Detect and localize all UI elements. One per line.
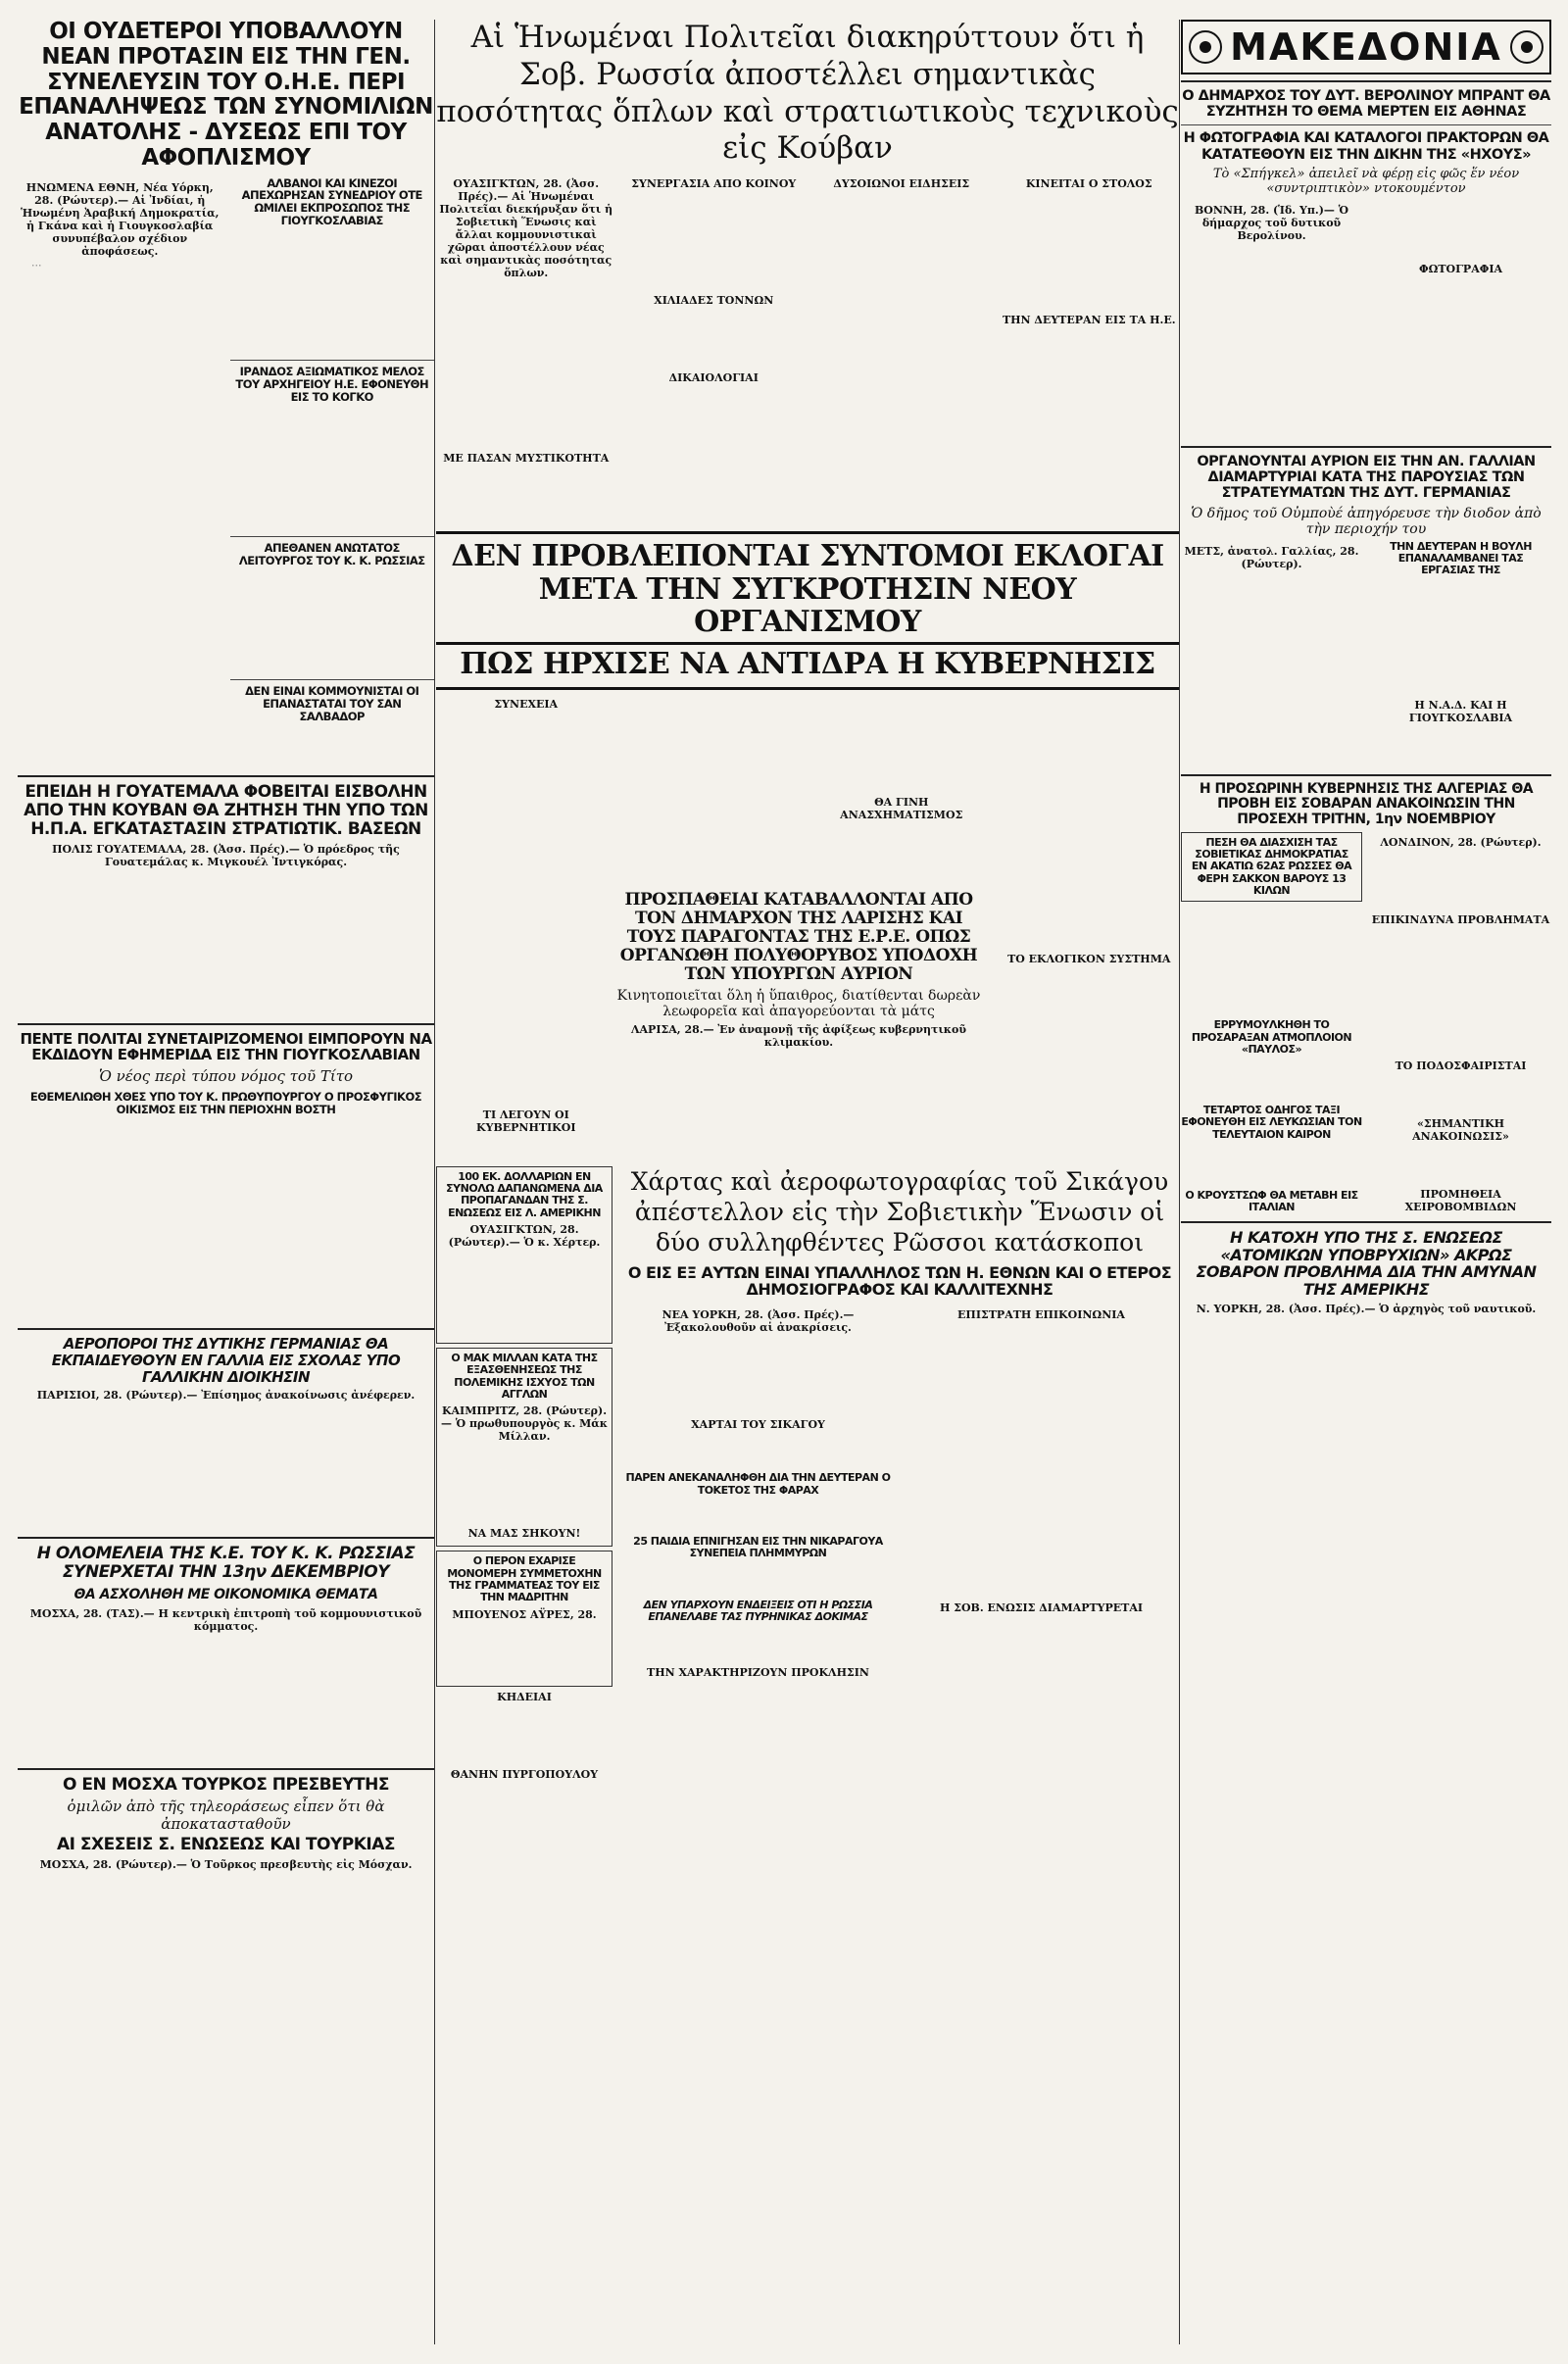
sun-logo-icon: [1510, 30, 1544, 64]
dateline: ΗΝΩΜΕΝΑ ΕΘΝΗ, Νέα Υόρκη, 28. (Ρώυτερ).— Αἱ Ἰνδίαι, ἡ Ἡνωμένη Ἀραβική Δημοκρατία, ἡ Γκάνα καὶ ἡ Γιουγκοσλαβία συνυπέβαλον σχέδιον ἀποφάσεως.: [21, 180, 220, 258]
headline-no-elections: ΔΕΝ ΠΡΟΒΛΕΠΟΝΤΑΙ ΣΥΝΤΟΜΟΙ ΕΚΛΟΓΑΙ: [451, 539, 1164, 574]
masthead: [1181, 20, 1551, 74]
article-body: [1370, 577, 1551, 695]
article-body: [811, 192, 992, 388]
kicker: ΤΙ ΛΕΓΟΥΝ ΟΙ ΚΥΒΕΡΝΗΤΙΚΟΙ: [476, 1108, 576, 1134]
headline-cuba-weapons: Αἱ Ἡνωμέναι Πολιτεῖαι διακηρύττουν ὅτι ἡ Σοβ. Ρωσσία ἀποστέλλει σημαντικὰς ποσότητας ὅπλων καὶ στρατιωτικοὺς τεχνικοὺς εἰς Κούβαν: [436, 20, 1179, 167]
dateline: ΚΑΙΜΠΡΙΤΖ, 28. (Ρώυτερ).— Ὁ πρωθυπουργὸς κ. Μάκ Μίλλαν.: [441, 1404, 609, 1444]
dateline: ΝΕΑ ΥΟΡΚΗ, 28. (Ἀσσ. Πρές).— Ἐξακολουθοῦν αἱ ἀνακρίσεις.: [662, 1308, 855, 1335]
kicker: ΚΙΝΕΙΤΑΙ Ο ΣΤΟΛΟΣ: [1025, 177, 1152, 191]
article-body: [1181, 902, 1362, 1019]
article-body: [1370, 851, 1551, 910]
headline-yugoslav-press: ΠΕΝΤΕ ΠΟΛΙΤΑΙ ΣΥΝΕΤΑΙΡΙΖΟΜΕΝΟΙ ΕΙΜΠΟΡΟΥΝ ΝΑ ΕΚΔΙΔΟΥΝ ΕΦΗΜΕΡΙΔΑ ΕΙΣ ΤΗΝ ΓΙΟΥΓΚΟΣΛΑΒΙΑΝ: [20, 1029, 432, 1064]
kicker: ΘΑΝΗΝ ΠΥΡΓΟΠΟΥΛΟΥ: [450, 1767, 599, 1781]
article-body: [1181, 572, 1362, 768]
article-body: [230, 404, 435, 531]
article-body: [1181, 1317, 1551, 1464]
article-body: [620, 1336, 896, 1414]
dateline: ΟΥΑΣΙΓΚΤΩΝ, 28. (Ἀσσ. Πρές).— Αἱ Ἡνωμέναι Πολιτεῖαι διεκήρυξαν ὅτι ἡ Σοβιετικὴ Ἕνωσις καὶ ἄλλαι κομμουνιστικαὶ χῶραι ἀποστέλλουν νέας καὶ σημαντικὰς ποσότητας ὅπλων.: [439, 177, 613, 280]
article-body: [1000, 192, 1180, 310]
dateline: ΜΠΟΥΕΝΟΣ ΑΫΡΕΣ, 28.: [452, 1607, 597, 1621]
kicker: ΕΠΙΣΤΡΑΤΗ ΕΠΙΚΟΙΝΩΝΙΑ: [957, 1308, 1125, 1322]
article-body: [620, 1623, 896, 1662]
kicker: ΘΑ ΓΙΝΗ ΑΝΑΣΧΗΜΑΤΙΣΜΟΣ: [840, 795, 963, 821]
subheadline-spies: Ο ΕΙΣ ΕΞ ΑΥΤΩΝ ΕΙΝΑΙ ΥΠΑΛΛΗΛΟΣ ΤΩΝ Η. ΕΘΝΩΝ ΚΑΙ Ο ΕΤΕΡΟΣ ΔΗΜΟΣΙΟΓΡΑΦΟΣ ΚΑΙ ΚΑΛΛΙΤΕΧΝΗΣ: [627, 1262, 1172, 1300]
article-body: [1181, 1141, 1362, 1190]
subheadline-larisa: Κινητοποιεῖται ὅλη ἡ ὕπαιθρος, διατίθενται δωρεὰν λεωφορεῖα καὶ ἀπαγορεύονται τὰ μάτς: [616, 987, 981, 1019]
article-body: [620, 1560, 896, 1600]
kicker: ΣΥΝΕΡΓΑΣΙΑ ΑΠΟ ΚΟΙΝΟΥ: [631, 177, 797, 191]
kicker: ΣΥΝΕΧΕΙΑ: [494, 697, 559, 711]
article-body: [441, 1623, 608, 1682]
masthead-title: ΜΑΚΕΔΟΝΙΑ: [1230, 25, 1502, 69]
article-body: [624, 192, 805, 290]
article-body: [1370, 1145, 1551, 1184]
column-rule: [434, 20, 435, 2344]
article-body: [436, 281, 616, 448]
headline-official-died: ΑΠΕΘΑΝΕΝ ΑΝΩΤΑΤΟΣ ΛΕΙΤΟΥΡΓΟΣ ΤΟΥ Κ. Κ. ΡΩΣΣΙΑΣ: [238, 540, 425, 567]
dateline: ΒΟΝΝΗ, 28. (Ἱδ. Υπ.)— Ὁ δήμαρχος τοῦ δυτικοῦ Βερολίνου.: [1194, 203, 1349, 242]
article-body: [1000, 694, 1180, 949]
headline-spies-chicago: Χάρτας καὶ ἀεροφωτογραφίας τοῦ Σικάγου ἀπέστελλον εἰς τὴν Σοβιετικὴν Ἕνωσιν οἱ δύο συλληφθέντες Ρῶσσοι κατάσκοποι: [630, 1166, 1169, 1257]
article-body: [18, 1635, 434, 1762]
article-body: [624, 694, 805, 841]
headline-albanians: ΑΛΒΑΝΟΙ ΚΑΙ ΚΙΝΕΖΟΙ ΑΠΕΧΩΡΗΣΑΝ ΣΥΝΕΔΡΙΟΥ ΟΤΕ ΩΜΙΛΕΙ ΕΚΠΡΟΣΩΠΟΣ ΤΗΣ ΓΙΟΥΓΚΟΣΛΑΒΙΑΣ: [241, 175, 422, 228]
dateline: ΟΥΑΣΙΓΚΤΩΝ, 28. (Ρώυτερ).— Ὁ κ. Χέρτερ.: [448, 1223, 601, 1250]
headline-irish-officer: ΙΡΑΝΔΟΣ ΑΞΙΩΜΑΤΙΚΟΣ ΜΕΛΟΣ ΤΟΥ ΑΡΧΗΓΕΙΟΥ Η.Ε. ΕΦΟΝΕΥΘΗ ΕΙΣ ΤΟ ΚΟΓΚΟ: [235, 365, 429, 404]
headline-larisa: ΠΡΟΣΠΑΘΕΙΑΙ ΚΑΤΑΒΑΛΛΟΝΤΑΙ ΑΠΟ ΤΟΝ ΔΗΜΑΡΧΟΝ ΤΗΣ ΛΑΡΙΣΗΣ ΚΑΙ ΤΟΥΣ ΠΑΡΑΓΟΝΤΑΣ ΤΗΣ Ε.Ρ.Ε. ΟΠΩΣ ΟΡΓΑΝΩΘΗ ΠΟΛΥΘΟΡΥΒΟΣ ΥΠΟΔΟΧΗ ΤΩΝ ΥΠΟΥΡΓΩΝ ΑΥΡΙΟΝ: [619, 889, 978, 984]
headline-nicaragua-floods: 25 ΠΑΙΔΙΑ ΕΠΝΙΓΗΣΑΝ ΕΙΣ ΤΗΝ ΝΙΚΑΡΑΓΟΥΑ ΣΥΝΕΠΕΙΑ ΠΛΗΜΜΥΡΩΝ: [633, 1534, 883, 1560]
kicker: Η ΣΟΒ. ΕΝΩΣΙΣ ΔΙΑΜΑΡΤΥΡΕΤΑΙ: [939, 1601, 1144, 1615]
kicker: Η Ν.Α.Δ. ΚΑΙ Η ΓΙΟΥΓΚΟΣΛΑΒΙΑ: [1408, 698, 1513, 724]
kicker: ΤΟ ΠΟΔΟΣΦΑΙΡΙΣΤΑΙ: [1395, 1059, 1527, 1072]
headline-refugee-settlement: ΕΘΕΜΕΛΙΩΘΗ ΧΘΕΣ ΥΠΟ ΤΟΥ Κ. ΠΡΩΘΥΠΟΥΡΓΟΥ Ο ΠΡΟΣΦΥΓΙΚΟΣ ΟΙΚΙΣΜΟΣ ΕΙΣ ΤΗΝ ΠΕΡΙΟΧΗΝ ΒΟΣΤΗ: [29, 1090, 422, 1117]
column-rule: [1179, 20, 1180, 2344]
dateline: ΜΟΣΧΑ, 28. (Ρώυτερ).— Ὁ Τοῦρκος πρεσβευτὴς εἰς Μόσχαν.: [39, 1858, 413, 1872]
article-body: [230, 566, 435, 674]
article-body: [1370, 928, 1551, 1056]
main-banner: [436, 531, 1179, 689]
article-body: [904, 1323, 1179, 1598]
subheadline-spiegel: Τὸ «Σπήγκελ» ἀπειλεῖ νὰ φέρῃ εἰς φῶς ἕν νέον «συντριπτικὸν» ντοκουμέντον: [1212, 166, 1520, 196]
dateline: ΠΑΡΙΣΙΟΙ, 28. (Ρώυτερ).— Ἐπίσημος ἀνακοίνωσις ἀνέφερεν.: [36, 1389, 416, 1403]
headline-echo-trial: Η ΦΩΤΟΓΡΑΦΙΑ ΚΑΙ ΚΑΤΑΛΟΓΟΙ ΠΡΑΚΤΟΡΩΝ ΘΑ ΚΑΤΑΤΕΘΟΥΝ ΕΙΣ ΤΗΝ ΔΙΚΗΝ ΤΗΣ «ΗΧΟΥΣ»: [1183, 130, 1549, 163]
article-body: [620, 1433, 896, 1472]
kicker: ΤΟ ΕΚΛΟΓΙΚΟΝ ΣΥΣΤΗΜΑ: [1007, 952, 1171, 965]
article-body: [436, 1705, 612, 1764]
article-body: [18, 1404, 434, 1531]
headline-macmillan: Ο ΜΑΚ ΜΙΛΛΑΝ ΚΑΤΑ ΤΗΣ ΕΞΑΣΘΕΝΗΣΕΩΣ ΤΗΣ ΠΟΛΕΜΙΚΗΣ ΙΣΧΥΟΣ ΤΩΝ ΑΓΓΛΩΝ: [451, 1352, 598, 1401]
headline-algeria: Η ΠΡΟΣΩΡΙΝΗ ΚΥΒΕΡΝΗΣΙΣ ΤΗΣ ΑΛΓΕΡΙΑΣ ΘΑ ΠΡΟΒΗ ΕΙΣ ΣΟΒΑΡΑΝ ΑΝΑΚΟΙΝΩΣΙΝ ΤΗΝ ΠΡΟΣΕΧΗ ΤΡΙΤΗΝ, 1ην ΝΟΕΜΒΡΙΟΥ: [1199, 780, 1534, 827]
kicker: ΤΗΝ ΔΕΥΤΕΡΑΝ ΕΙΣ ΤΑ Η.Ε.: [1002, 314, 1176, 327]
headline-brandt: Ο ΔΗΜΑΡΧΟΣ ΤΟΥ ΔΥΤ. ΒΕΡΟΛΙΝΟΥ ΜΠΡΑΝΤ ΘΑ ΣΥΖΗΤΗΣΗ ΤΟ ΘΕΜΑ ΜΕΡΤΕΝ ΕΙΣ ΑΘΗΝΑΣ: [1182, 88, 1550, 121]
article-body: [1181, 1056, 1362, 1105]
headline-east-france-protests: ΟΡΓΑΝΟΥΝΤΑΙ ΑΥΡΙΟΝ ΕΙΣ ΤΗΝ ΑΝ. ΓΑΛΛΙΑΝ ΔΙΑΜΑΡΤΥΡΙΑΙ ΚΑΤΑ ΤΗΣ ΠΑΡΟΥΣΙΑΣ ΤΩΝ ΣΤΡΑΤΕΥΜΑΤΩΝ ΤΗΣ ΔΥΤ. ΓΕΡΜΑΝΙΑΣ: [1197, 453, 1536, 502]
headline-nuclear-tests: ΔΕΝ ΥΠΑΡΧΟΥΝ ΕΝΔΕΙΞΕΙΣ ΟΤΙ Η ΡΩΣΣΙΑ ΕΠΑΝΕΛΑΒΕ ΤΑΣ ΠΥΡΗΝΙΚΑΣ ΔΟΚΙΜΑΣ: [643, 1598, 873, 1623]
article-body: [1370, 200, 1551, 259]
kicker: ΧΑΡΤΑΙ ΤΟΥ ΣΙΚΑΓΟΥ: [691, 1418, 825, 1432]
article-body: [18, 1873, 434, 1991]
center-column: [436, 20, 1179, 2344]
kicker: ΝΑ ΜΑΣ ΣΗΚΟΥΝ!: [467, 1527, 581, 1541]
right-column: [1181, 20, 1551, 2344]
article-body: [230, 227, 435, 355]
article-body: [436, 713, 616, 1105]
kicker: ΜΕ ΠΑΣΑΝ ΜΥΣΤΙΚΟΤΗΤΑ: [443, 452, 610, 466]
left-column: [18, 20, 434, 2344]
headline-peron: Ο ΠΕΡΟΝ ΕΧΑΡΙΣΕ ΜΟΝΟΜΕΡΗ ΣΥΜΜΕΤΟΧΗΝ ΤΗΣ ΓΡΑΜΜΑΤΕΑΣ ΤΟΥ ΕΙΣ ΤΗΝ ΜΑΔΡΙΤΗΝ: [447, 1554, 602, 1604]
article-body: [1181, 244, 1362, 440]
article-body: [1370, 1074, 1551, 1113]
subheadline-television: ὁμιλῶν ἀπὸ τῆς τηλεοράσεως εἶπεν ὅτι θὰ ἀποκατασταθοῦν: [67, 1798, 385, 1834]
article-body: [18, 870, 434, 1017]
subheadline-tito-law: Ὁ νέος περὶ τύπου νόμος τοῦ Τίτο: [98, 1067, 354, 1086]
article-body: [441, 1445, 608, 1523]
headline-atomic-submarines: Η ΚΑΤΟΧΗ ΥΠΟ ΤΗΣ Σ. ΕΝΩΣΕΩΣ «ΑΤΟΜΙΚΩΝ ΥΠΟΒΡΥΧΙΩΝ» ΑΚΡΩΣ ΣΟΒΑΡΟΝ ΠΡΟΒΛΗΜΑ ΔΙΑ ΤΗΝ ΑΜΥΝΑΝ ΤΗΣ ΑΜΕΡΙΚΗΣ: [1196, 1227, 1537, 1300]
kicker: ΤΗΝ ΧΑΡΑΚΤΗΡΙΖΟΥΝ ΠΡΟΚΛΗΣΙΝ: [647, 1666, 869, 1680]
kicker: ΦΩΤΟΓΡΑΦΙΑ: [1418, 262, 1503, 275]
headline-turkish-ambassador: Ο ΕΝ ΜΟΣΧΑ ΤΟΥΡΚΟΣ ΠΡΕΣΒΕΥΤΗΣ: [63, 1775, 389, 1796]
headline-west-german-pilots: ΑΕΡΟΠΟΡΟΙ ΤΗΣ ΔΥΤΙΚΗΣ ΓΕΡΜΑΝΙΑΣ ΘΑ ΕΚΠΑΙΔΕΥΘΟΥΝ ΕΝ ΓΑΛΛΙΑ ΕΙΣ ΣΧΟΛΑΣ ΥΠΟ ΓΑΛΛΙΚΗΝ ΔΙΟΙΚΗΣΙΝ: [51, 1334, 401, 1386]
dateline: ΜΕΤΣ, ἀνατολ. Γαλλίας, 28. (Ρώυτερ).: [1184, 544, 1359, 570]
headline-cpsu-plenum: Η ΟΛΟΜΕΛΕΙΑ ΤΗΣ Κ.Ε. ΤΟΥ Κ. Κ. ΡΩΣΣΙΑΣ ΣΥΝΕΡΧΕΤΑΙ ΤΗΝ 13ην ΔΕΚΕΜΒΡΙΟΥ: [36, 1544, 416, 1583]
kicker: ΚΗΔΕΙΑΙ: [497, 1690, 552, 1703]
headline-propaganda-dollars: 100 ΕΚ. ΔΟΛΛΑΡΙΩΝ ΕΝ ΣΥΝΟΛΩ ΔΑΠΑΝΩΜΕΝΑ ΔΙΑ ΠΡΟΠΑΓΑΝΔΑΝ ΤΗΣ Σ. ΕΝΩΣΕΩΣ ΕΙΣ Λ. ΑΜΕΡΙΚΗΝ: [446, 1169, 603, 1219]
headline-government-reacts: ΠΩΣ ΗΡΧΙΣΕ ΝΑ ΑΝΤΙΔΡΑ Η ΚΥΒΕΡΝΗΣΙΣ: [460, 647, 1155, 682]
headline-soviet-republics: ΠΕΣΗ ΘΑ ΔΙΑΣΧΙΣΗ ΤΑΣ ΣΟΒΙΕΤΙΚΑΣ ΔΗΜΟΚΡΑΤΙΑΣ ΕΝ ΑΚΑΤΙΩ 62ΑΣ ΡΩΣΣΕΣ ΘΑ ΦΕΡΗ ΣΑΚΚΟΝ ΒΑΡΟΥΣ 13 ΚΙΛΩΝ: [1191, 835, 1352, 897]
article-body: ⋯: [31, 259, 42, 271]
headline-farah: ΠΑΡΕΝ ΑΝΕΚΑΝΑΛΗΦΘΗ ΔΙΑ ΤΗΝ ΔΕΥΤΕΡΑΝ Ο ΤΟΚΕΤΟΣ ΤΗΣ ΦΑΡΑΧ: [625, 1471, 891, 1497]
dateline: Ν. ΥΟΡΚΗ, 28. (Ἀσσ. Πρές).— Ὁ ἀρχηγὸς τοῦ ναυτικοῦ.: [1196, 1303, 1537, 1316]
kicker: ΕΠΙΚΙΝΔΥΝΑ ΠΡΟΒΛΗΜΑΤΑ: [1371, 912, 1550, 926]
headline-san-salvador: ΔΕΝ ΕΙΝΑΙ ΚΟΜΜΟΥΝΙΣΤΑΙ ΟΙ ΕΠΑΝΑΣΤΑΤΑΙ ΤΟΥ ΣΑΝ ΣΑΛΒΑΔΟΡ: [245, 684, 419, 724]
kicker: ΔΥΣΟΙΩΝΟΙ ΕΙΔΗΣΕΙΣ: [833, 177, 970, 191]
article-body: [436, 467, 616, 525]
dateline: ΠΟΛΙΣ ΓΟΥΑΤΕΜΑΛΑ, 28. (Ἀσσ. Πρές).— Ὁ πρόεδρος τῆς Γουατεμάλας κ. Μιγκουέλ Ἰντιγκόρας.: [52, 842, 400, 868]
article-body: [624, 309, 805, 368]
kicker: ΠΡΟΜΗΘΕΙΑ ΧΕΙΡΟΒΟΜΒΙΔΩΝ: [1404, 1187, 1517, 1213]
sun-logo-icon: [1189, 30, 1222, 64]
subheadline-houmbouet: Ὁ δῆμος τοῦ Οὐμποὺέ ἀπηγόρευσε τὴν διοδον ἀπὸ τὴν περιοχήν του: [1191, 505, 1542, 537]
headline-soviet-turkish-relations: ΑΙ ΣΧΕΣΕΙΣ Σ. ΕΝΩΣΕΩΣ ΚΑΙ ΤΟΥΡΚΙΑΣ: [57, 1835, 395, 1855]
headline-new-organization: ΜΕΤΑ ΤΗΝ ΣΥΓΚΡΟΤΗΣΙΝ ΝΕΟΥ ΟΡΓΑΝΙΣΜΟΥ: [538, 571, 1077, 640]
dateline: ΛΟΝΔΙΝΟΝ, 28. (Ρώυτερ).: [1380, 835, 1542, 849]
headline-taxi-driver: ΤΕΤΑΡΤΟΣ ΟΔΗΓΟΣ ΤΑΞΙ ΕΦΟΝΕΥΘΗ ΕΙΣ ΛΕΥΚΩΣΙΑΝ ΤΟΝ ΤΕΛΕΥΤΑΙΟΝ ΚΑΙΡΟΝ: [1181, 1104, 1362, 1141]
dateline: ΛΑΡΙΣΑ, 28.— Ἐν ἀναμονῇ τῆς ἀφίξεως κυβερνητικοῦ κλιμακίου.: [630, 1022, 966, 1049]
headline-neutral-proposal: ΟΙ ΟΥΔΕΤΕΡΟΙ ΥΠΟΒΑΛΛΟΥΝ ΝΕΑΝ ΠΡΟΤΑΣΙΝ ΕΙΣ ΤΗΝ ΓΕΝ. ΣΥΝΕΛΕΥΣΙΝ ΤΟΥ Ο.Η.Ε. ΠΕΡΙ ΕΠΑΝΑΛΗΨΕΩΣ ΤΩΝ ΣΥΝΟΜΙΛΙΩΝ ΑΝΑΤΟΛΗΣ - ΔΥΣΕΩΣ ΕΠΙ ΤΟΥ ΑΦΟΠΛΙΣΜΟΥ: [19, 20, 433, 171]
headline-parliament: ΤΗΝ ΔΕΥΤΕΡΑΝ Η ΒΟΥΛΗ ΕΠΑΝΑΛΑΜΒΑΝΕΙ ΤΑΣ ΕΡΓΑΣΙΑΣ ΤΗΣ: [1390, 539, 1532, 577]
article-body: [18, 1116, 434, 1322]
headline-guatemala: ΕΠΕΙΔΗ Η ΓΟΥΑΤΕΜΑΛΑ ΦΟΒΕΙΤΑΙ ΕΙΣΒΟΛΗΝ ΑΠΟ ΤΗΝ ΚΟΥΒΑΝ ΘΑ ΖΗΤΗΣΗ ΤΗΝ ΥΠΟ ΤΩΝ Η.Π.Α. ΕΓΚΑΤΑΣΤΑΣΙΝ ΣΤΡΑΤΙΩΤΙΚ. ΒΑΣΕΩΝ: [24, 781, 428, 839]
article-body: [620, 1497, 896, 1536]
article-body: [441, 1251, 608, 1339]
kicker: ΧΙΛΙΑΔΕΣ ΤΟΝΝΩΝ: [654, 294, 774, 308]
article-body: [811, 694, 992, 792]
kicker: ΔΙΚΑΙΟΛΟΓΙΑΙ: [668, 371, 759, 385]
headline-khrushchev-italy: Ο ΚΡΟΥΣΤΣΩΦ ΘΑ ΜΕΤΑΒΗ ΕΙΣ ΙΤΑΛΙΑΝ: [1185, 1189, 1358, 1214]
headline-pavlos-ship: ΕΡΡΥΜΟΥΛΚΗΘΗ ΤΟ ΠΡΟΣΑΡΑΞΑΝ ΑΤΜΟΠΛΟΙΟΝ «ΠΑΥΛΟΣ»: [1191, 1018, 1352, 1056]
kicker: «ΣΗΜΑΝΤΙΚΗ ΑΝΑΚΟΙΝΩΣΙΣ»: [1412, 1116, 1509, 1143]
subheadline-economic: ΘΑ ΑΣΧΟΛΗΘΗ ΜΕ ΟΙΚΟΝΟΜΙΚΑ ΘΕΜΑΤΑ: [74, 1587, 378, 1603]
dateline: ΜΟΣΧΑ, 28. (ΤΑΣ).— Η κεντρικὴ ἐπιτροπὴ τοῦ κομμουνιστικοῦ κόμματος.: [29, 1607, 422, 1634]
